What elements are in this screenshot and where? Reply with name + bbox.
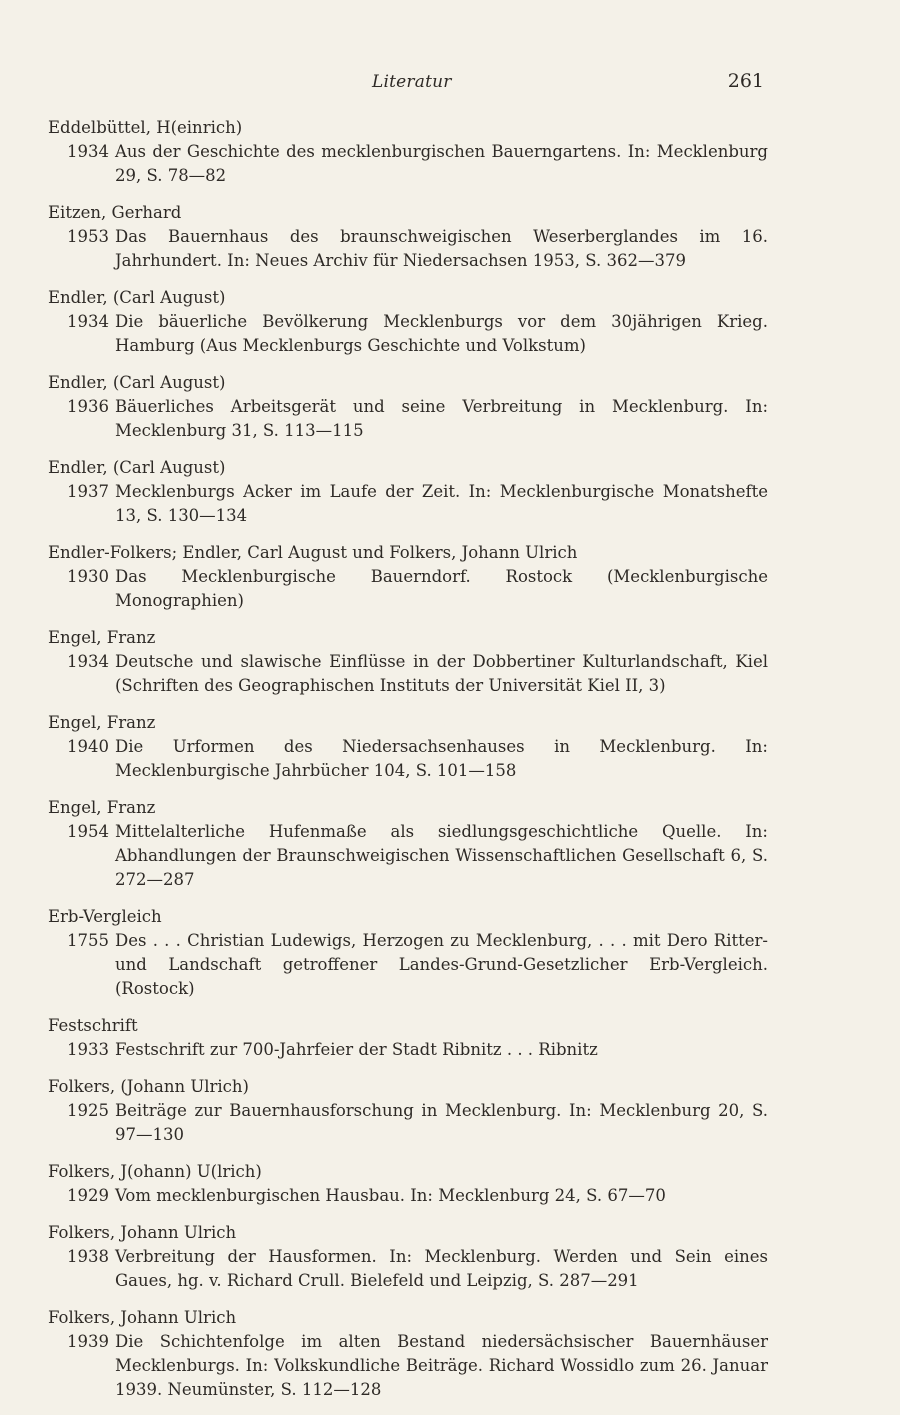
bibliography-entry	[48, 1075, 768, 1147]
entry-text: Aus der Geschichte des mecklenburgischen Bauerngartens. In: Mecklenburg 29, S. 78—82	[115, 142, 768, 185]
bibliography-entry	[48, 116, 768, 188]
bibliography-entry	[48, 541, 768, 613]
bibliography-entry	[48, 796, 768, 892]
entry-author: Endler, (Carl August)	[48, 288, 226, 307]
entry-year: 1953	[67, 227, 109, 246]
bibliography-entry	[48, 711, 768, 783]
entry-author: Engel, Franz	[48, 798, 156, 817]
entry-author: Folkers, Johann Ulrich	[48, 1308, 237, 1327]
entry-year: 1934	[67, 652, 109, 671]
bibliography-entry	[48, 371, 768, 443]
entry-author: Folkers, J(ohann) U(lrich)	[48, 1162, 262, 1181]
bibliography-entry	[48, 905, 768, 1001]
bibliography-entry	[48, 626, 768, 698]
entry-text: Beiträge zur Bauernhausforschung in Mecklenburg. In: Mecklenburg 20, S. 97—130	[115, 1101, 768, 1144]
entry-year: 1930	[67, 567, 109, 586]
entry-work	[48, 140, 768, 188]
entry-year: 1936	[67, 397, 109, 416]
entry-author: Folkers, (Johann Ulrich)	[48, 1077, 249, 1096]
page-number: 261	[727, 70, 764, 92]
bibliography-entry	[48, 1014, 768, 1062]
entry-year: 1937	[67, 482, 109, 501]
entry-text: Das Bauernhaus des braunschweigischen Weserberglandes im 16. Jahrhundert. In: Neues Archiv für Niedersachsen 1953, S. 362—379	[115, 227, 768, 270]
entry-text: Das Mecklenburgische Bauerndorf. Rostock (Mecklenburgische Monographien)	[115, 567, 768, 610]
entry-text: Mecklenburgs Acker im Laufe der Zeit. In: Mecklenburgische Monatshefte 13, S. 130—134	[115, 482, 768, 525]
entry-text: Bäuerliches Arbeitsgerät und seine Verbreitung in Mecklenburg. In: Mecklenburg 31, S. 113—115	[115, 397, 768, 440]
entry-text: Verbreitung der Hausformen. In: Mecklenburg. Werden und Sein eines Gaues, hg. v. Richard Crull. Bielefeld und Leipzig, S. 287—291	[115, 1247, 768, 1290]
entry-year: 1755	[67, 931, 109, 950]
entry-text: Deutsche und slawische Einflüsse in der Dobbertiner Kulturlandschaft, Kiel (Schriften des Geographischen Instituts der Universität Kiel II, 3)	[115, 652, 768, 695]
entry-work	[48, 225, 768, 273]
entry-work	[48, 1038, 768, 1062]
bibliography-entry	[48, 1306, 768, 1402]
entry-work	[48, 1330, 768, 1402]
entry-work	[48, 1245, 768, 1293]
entry-author: Erb-Vergleich	[48, 907, 162, 926]
entry-text: Mittelalterliche Hufenmaße als siedlungsgeschichtliche Quelle. In: Abhandlungen der Braunschweigischen Wissenschaftlichen Gesellschaft 6, S. 272—287	[115, 822, 768, 889]
bibliography-entry	[48, 201, 768, 273]
entry-text: Die bäuerliche Bevölkerung Mecklenburgs vor dem 30jährigen Krieg. Hamburg (Aus Mecklenburgs Geschichte und Volkstum)	[115, 312, 768, 355]
running-head-title: Literatur	[372, 72, 452, 92]
entry-year: 1933	[67, 1040, 109, 1059]
bibliography-entry	[48, 456, 768, 528]
entry-year: 1929	[67, 1186, 109, 1205]
entry-year: 1938	[67, 1247, 109, 1266]
entry-author: Folkers, Johann Ulrich	[48, 1223, 237, 1242]
entry-year: 1939	[67, 1332, 109, 1351]
entry-author: Endler-Folkers; Endler, Carl August und Folkers, Johann Ulrich	[48, 543, 578, 562]
entry-text: Festschrift zur 700-Jahrfeier der Stadt Ribnitz . . . Ribnitz	[115, 1040, 598, 1059]
entry-work	[48, 480, 768, 528]
running-head	[0, 72, 900, 98]
entry-author: Engel, Franz	[48, 628, 156, 647]
entry-work	[48, 1184, 768, 1208]
entry-work	[48, 1099, 768, 1147]
entry-author: Festschrift	[48, 1016, 138, 1035]
entry-work	[48, 395, 768, 443]
entry-author: Eddelbüttel, H(einrich)	[48, 118, 243, 137]
entry-year: 1954	[67, 822, 109, 841]
entry-author: Endler, (Carl August)	[48, 373, 226, 392]
entry-text: Vom mecklenburgischen Hausbau. In: Mecklenburg 24, S. 67—70	[115, 1186, 666, 1205]
entry-work	[48, 650, 768, 698]
entry-year: 1934	[67, 312, 109, 331]
entry-author: Engel, Franz	[48, 713, 156, 732]
entry-work	[48, 929, 768, 1001]
entry-author: Endler, (Carl August)	[48, 458, 226, 477]
entry-year: 1940	[67, 737, 109, 756]
entry-text: Die Urformen des Niedersachsenhauses in Mecklenburg. In: Mecklenburgische Jahrbücher 104, S. 101—158	[115, 737, 768, 780]
bibliography-entry	[48, 1160, 768, 1208]
entry-work	[48, 735, 768, 783]
entry-work	[48, 820, 768, 892]
entry-work	[48, 310, 768, 358]
bibliography-entry	[48, 286, 768, 358]
entry-year: 1925	[67, 1101, 109, 1120]
entry-text: Des . . . Christian Ludewigs, Herzogen zu Mecklenburg, . . . mit Dero Ritter- und Landschaft getroffener Landes-Grund-Gesetzlicher Erb-Vergleich. (Rostock)	[115, 931, 768, 998]
bibliography-list	[48, 116, 768, 1415]
entry-work	[48, 565, 768, 613]
entry-text: Die Schichtenfolge im alten Bestand niedersächsischer Bauernhäuser Mecklenburgs. In: Volkskundliche Beiträge. Richard Wossidlo zum 26. Januar 1939. Neumünster, S. 112—128	[115, 1332, 768, 1399]
entry-author: Eitzen, Gerhard	[48, 203, 182, 222]
entry-year: 1934	[67, 142, 109, 161]
bibliography-entry	[48, 1221, 768, 1293]
